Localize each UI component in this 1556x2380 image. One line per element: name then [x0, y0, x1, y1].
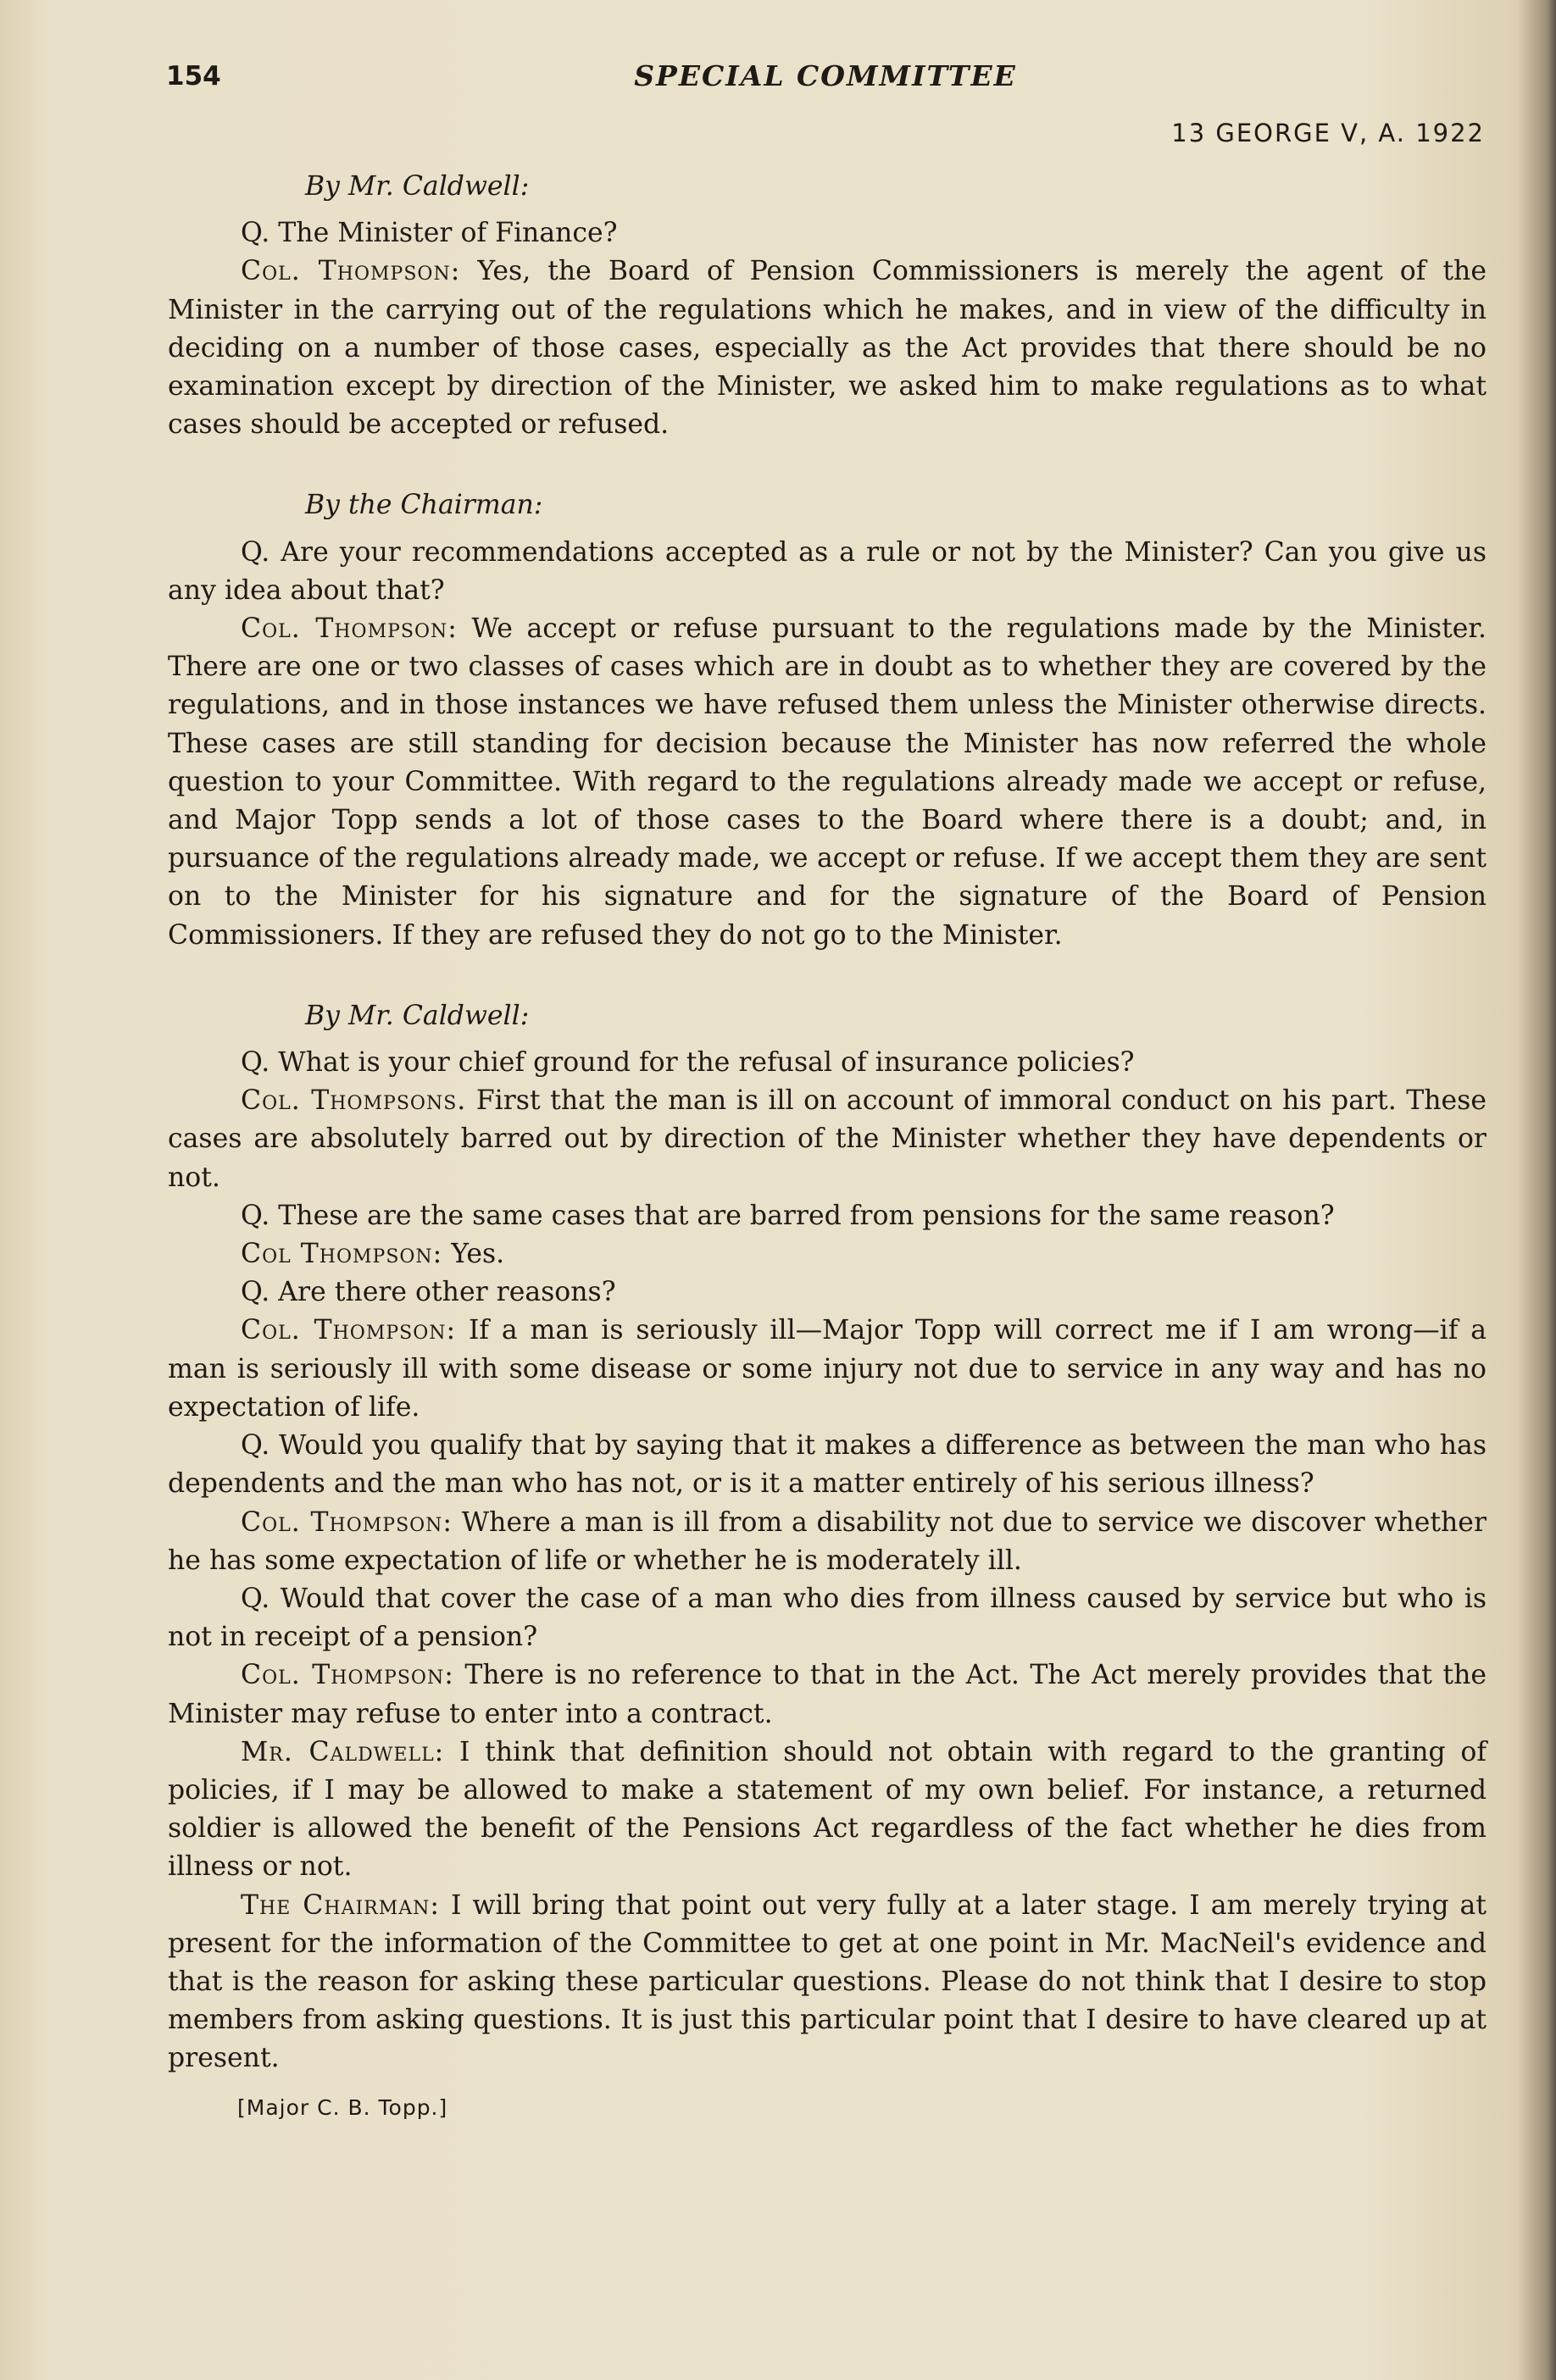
answer — [168, 1235, 1487, 1273]
witness-note: [Major C. B. Topp.] — [237, 2094, 448, 2120]
speaker-name: Col. Thompson: — [241, 1315, 457, 1346]
speaker-name: Col. Thompson: — [241, 1660, 454, 1691]
paragraph-text: Q. The Minister of Finance? — [241, 218, 618, 249]
paragraph-text: First that the man is ill on account of immoral conduct on his part. These cases are absolutely barred out by direction of the Minister whether they have dependents or not. — [168, 1085, 1487, 1193]
paragraph-text: Q. Are your recommendations accepted as a rule or not by the Minister? Can you give us any idea about that? — [168, 536, 1487, 606]
paragraph-text: Q. These are the same cases that are barred from pensions for the same reason? — [241, 1200, 1335, 1231]
section-heading: By the Chairman: — [305, 490, 543, 521]
speaker-name: Col. Thompson: — [241, 256, 461, 287]
running-title: SPECIAL COMMITTEE — [634, 59, 1017, 92]
transcript-body — [168, 168, 1487, 2127]
section-heading: By Mr. Caldwell: — [305, 171, 530, 202]
question — [168, 1273, 1487, 1312]
answer — [168, 252, 1487, 444]
paragraph-text: I think that definition should not obtain with regard to the granting of policies, if I may be allowed to make a statement of my own belief. For instance, a returned soldier is allowed the benefit of the Pensions Act regardless of the fact whether he dies from illness or not. — [168, 1736, 1487, 1883]
paragraph-text: Q. Would you qualify that by saying that it makes a difference as between the man who has dependents and the man who has not, or is it a matter entirely of his serious illness? — [168, 1430, 1487, 1500]
question — [168, 1427, 1487, 1503]
speaker-name: Col. Thompson: — [241, 613, 458, 645]
page-header — [166, 59, 1485, 102]
answer — [168, 610, 1487, 955]
paragraph-text: If a man is seriously ill—Major Topp will correct me if I am wrong—if a man is seriously ill with some disease or some injury not due to service in any way and has no expectation of life. — [168, 1315, 1487, 1423]
answer — [168, 1656, 1487, 1733]
page-number: 154 — [166, 61, 221, 92]
session-line: 13 GEORGE V, A. 1922 — [1171, 119, 1485, 147]
paragraph-text: There is no reference to that in the Act. The Act merely provides that the Minister may refuse to enter into a contract. — [168, 1660, 1487, 1729]
speaker-name: Col. Thompsons. — [241, 1085, 467, 1117]
speaker-name: The Chairman: — [241, 1889, 440, 1921]
speaker-name: Col. Thompson: — [241, 1506, 453, 1538]
section-heading: By Mr. Caldwell: — [305, 1000, 530, 1031]
speaker-name: Col Thompson: — [241, 1239, 443, 1270]
paragraph-text: Where a man is ill from a disability not due to service we discover whether he has some expectation of life or whether he is moderately ill. — [168, 1506, 1487, 1576]
paragraph-text: Q. What is your chief ground for the refusal of insurance policies? — [241, 1047, 1135, 1079]
answer — [168, 1504, 1487, 1580]
answer — [168, 1312, 1487, 1427]
question — [168, 1044, 1487, 1082]
paragraph-text: Yes. — [442, 1239, 505, 1270]
question — [168, 1197, 1487, 1235]
paragraph-text: Yes, the Board of Pension Commissioners is merely the agent of the Minister in the carrying out of the regulations which he makes, and in view of the difficulty in deciding on a number of those cases, especially as the Act provides that there should be no examination except by direction of the Minister, we asked him to make regulations as to what cases should be accepted or refused. — [168, 256, 1487, 441]
statement — [168, 1734, 1487, 1887]
paragraph-text: I will bring that point out very fully at a later stage. I am merely trying at present for the information of the Committee to get at one point in Mr. MacNeil's evidence and that is the reason for asking these particular questions. Please do not think that I desire to stop members from asking questions. It is just this particular point that I desire to have cleared up at present. — [168, 1889, 1487, 2074]
speaker-name: Mr. Caldwell: — [241, 1736, 445, 1767]
answer — [168, 1082, 1487, 1197]
statement — [168, 1887, 1487, 2078]
paragraph-text: We accept or refuse pursuant to the regulations made by the Minister. There are one or two classes of cases which are in doubt as to whether they are covered by the regulations, and in those instances we have refused them unless the Minister otherwise directs. These cases are still standing for decision because the Minister has now referred the whole question to your Committee. With regard to the regulations already made we accept or refuse, and Major Topp sends a lot of those cases to the Board where there is a doubt; and, in pursuance of the regulations already made, we accept or refuse. If we accept them they are sent on to the Minister for his signature and for the signature of the Board of Pension Commissioners. If they are refused they do not go to the Minister. — [168, 613, 1487, 951]
question — [168, 534, 1487, 610]
question — [168, 1580, 1487, 1656]
paragraph-text: Q. Would that cover the case of a man who dies from illness caused by service but who is not in receipt of a pension? — [168, 1583, 1487, 1653]
question — [168, 214, 1487, 252]
paragraph-text: Q. Are there other reasons? — [241, 1277, 616, 1308]
